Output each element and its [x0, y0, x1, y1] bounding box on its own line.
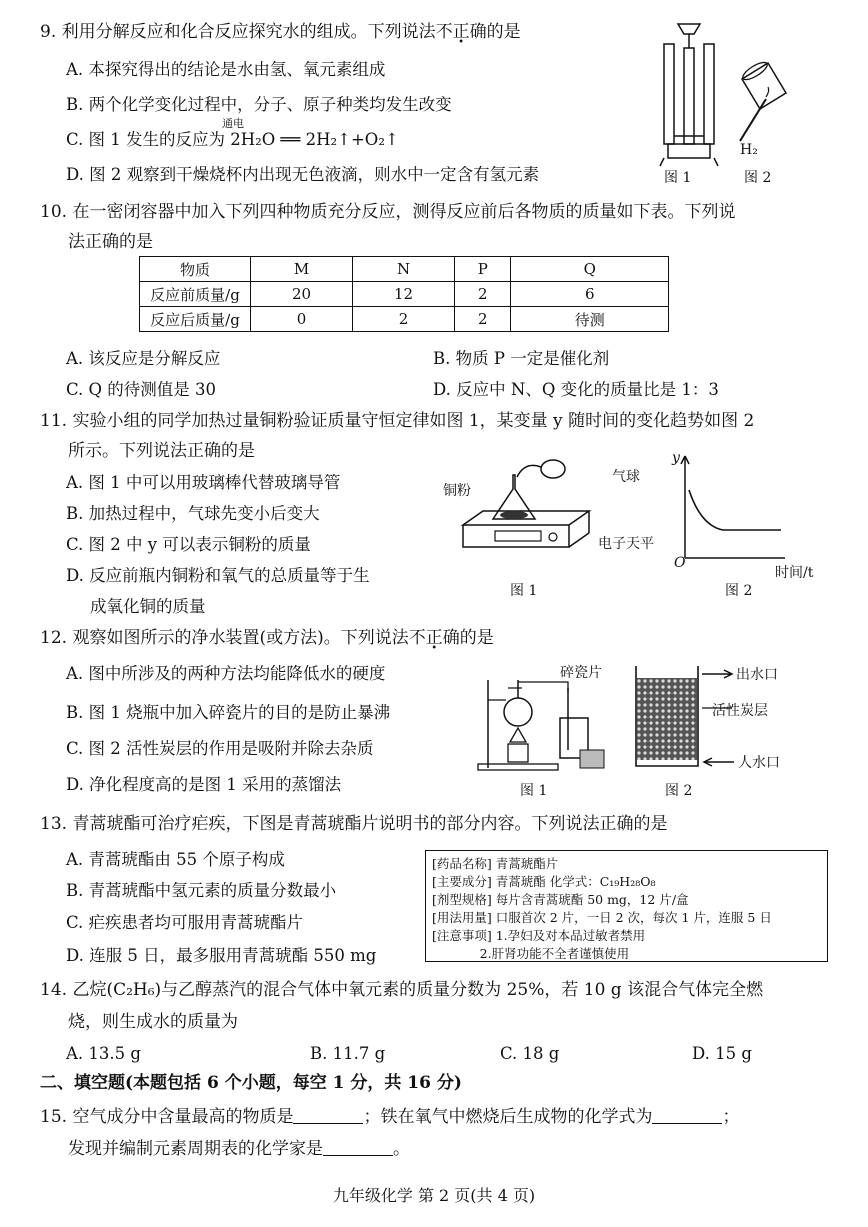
label-balloon: 气球 — [612, 469, 640, 485]
axis-y-label: y — [672, 450, 680, 466]
q9-option-d: D. 图 2 观察到干燥烧杯内出现无色液滴，则水中一定含有氢元素 — [66, 165, 540, 184]
table-row — [140, 282, 669, 307]
q11-stem-line2: 所示。下列说法正确的是 — [68, 441, 255, 461]
q13-stem: 13. 青蒿琥酯可治疗疟疾，下图是青蒿琥酯片说明书的部分内容。下列说法正确的是 — [40, 814, 668, 834]
answer-blank[interactable] — [323, 1137, 393, 1156]
q12-stem-text: 12. 观察如图所示的净水装置(或方法)。下列说法 — [40, 628, 409, 648]
q10-option-a: A. 该反应是分解反应 — [66, 349, 221, 368]
q13-option-a: A. 青蒿琥酯由 55 个原子构成 — [66, 850, 285, 869]
table-cell: 6 — [511, 282, 669, 307]
q9-option-c: C. 图 1 发生的反应为 2H₂O ══ 2H₂↑+O₂↑ — [66, 130, 399, 149]
page-footer: 九年级化学 第 2 页(共 4 页) — [332, 1186, 536, 1205]
q12-stem-end: 的是 — [459, 628, 494, 648]
instruction-line: [药品名称] 青蒿琥酯片 — [432, 856, 559, 871]
q11-option-b: B. 加热过程中，气球先变小后变大 — [66, 504, 320, 523]
q15-text: 发现并编制元素周期表的化学家是 — [68, 1139, 323, 1159]
q12-option-c: C. 图 2 活性炭层的作用是吸附并除去杂质 — [66, 739, 374, 758]
q15-text: 15. 空气成分中含量最高的物质是 — [40, 1107, 294, 1127]
q11-fig1-caption: 图 1 — [510, 583, 538, 599]
q13-option-b: B. 青蒿琥酯中氢元素的质量分数最小 — [66, 881, 337, 900]
table-cell: 2 — [455, 307, 511, 332]
answer-blank[interactable] — [652, 1105, 722, 1124]
q9-fig2-caption: 图 2 — [744, 170, 772, 186]
q11-fig2-caption: 图 2 — [725, 583, 753, 599]
table-cell: Q — [511, 257, 669, 282]
table-cell: 2 — [353, 307, 455, 332]
label-water-inlet: 人水口 — [738, 755, 780, 771]
instruction-line: [注意事项] 1.孕妇及对本品过敏者禁用 — [432, 928, 646, 943]
label-activated-carbon-layer: 活性炭层 — [712, 703, 768, 719]
q11-option-a: A. 图 1 中可以用玻璃棒代替玻璃导管 — [66, 473, 341, 492]
label-porcelain-chips: 碎瓷片 — [560, 665, 602, 681]
q13-option-c: C. 疟疾患者均可服用青蒿琥酯片 — [66, 913, 304, 932]
q9-emphasis: 不正确 — [435, 22, 487, 42]
table-cell: 待测 — [511, 307, 669, 332]
q9-fig1-caption: 图 1 — [664, 170, 692, 186]
q13-option-d: D. 连服 5 日，最多服用青蒿琥酯 550 mg — [66, 946, 377, 965]
hydrogen-combustion-figure — [730, 55, 800, 155]
q12-option-a: A. 图中所涉及的两种方法均能降低水的硬度 — [66, 664, 386, 683]
y-vs-time-curve — [675, 450, 795, 565]
table-row — [140, 307, 669, 332]
instruction-line: [主要成分] 青蒿琥酯 化学式：C₁₉H₂₈O₈ — [432, 874, 656, 889]
q9-option-a: A. 本探究得出的结论是水由氢、氧元素组成 — [66, 60, 386, 79]
q9-stem-text: 9. 利用分解反应和化合反应探究水的组成。下列说法 — [40, 22, 436, 42]
instruction-line: 2.肝肾功能不全者谨慎使用 — [432, 946, 630, 961]
q15-text: 。 — [393, 1139, 410, 1159]
q9-stem-end: 的是 — [486, 22, 521, 42]
q10-mass-table — [139, 256, 669, 332]
axis-origin-label: O — [674, 555, 686, 571]
q11-stem-line1: 11. 实验小组的同学加热过量铜粉验证质量守恒定律如图 1，某变量 y 随时间的变化趋势如图 2 — [40, 411, 755, 431]
table-cell: P — [455, 257, 511, 282]
q12-option-b: B. 图 1 烧瓶中加入碎瓷片的目的是防止暴沸 — [66, 703, 391, 722]
table-cell: N — [353, 257, 455, 282]
label-copper-powder: 铜粉 — [443, 483, 471, 499]
table-cell: 反应前质量/g — [140, 282, 251, 307]
q15-line2 — [68, 1137, 410, 1161]
instruction-line: [剂型规格] 每片含青蒿琥酯 50 mg，12 片/盒 — [432, 892, 689, 907]
label-water-outlet: 出水口 — [736, 667, 778, 683]
section-heading-fill-in: 二、填空题(本题包括 6 个小题，每空 1 分，共 16 分) — [40, 1073, 462, 1093]
q10-stem-line1: 10. 在一密闭容器中加入下列四种物质充分反应，测得反应前后各物质的质量如下表。下列说 — [40, 202, 736, 222]
axis-time-label: 时间/t — [775, 565, 814, 581]
q14-option-b: B. 11.7 g — [310, 1044, 386, 1063]
answer-blank[interactable] — [293, 1105, 363, 1124]
q14-option-d: D. 15 g — [692, 1044, 752, 1063]
q10-stem-line2: 法正确的是 — [68, 232, 153, 252]
q15-line1 — [40, 1105, 739, 1129]
q10-option-c: C. Q 的待测值是 30 — [66, 380, 217, 399]
q12-stem — [40, 626, 494, 650]
q15-text: ； — [722, 1107, 740, 1127]
q12-fig1-caption: 图 1 — [520, 783, 548, 799]
table-cell: 反应后质量/g — [140, 307, 251, 332]
balance-flask-figure — [455, 455, 595, 565]
q11-option-c: C. 图 2 中 y 可以表示铜粉的质量 — [66, 535, 311, 554]
q9-option-b: B. 两个化学变化过程中，分子、原子种类均发生改变 — [66, 95, 452, 114]
label-electronic-balance: 电子天平 — [598, 536, 654, 552]
instruction-line: [用法用量] 口服首次 2 片，一日 2 次，每次 1 片，连服 5 日 — [432, 910, 772, 925]
table-cell: 2 — [455, 282, 511, 307]
q10-option-b: B. 物质 P 一定是催化剂 — [433, 349, 610, 368]
q9-condition-label: 通电 — [222, 117, 244, 130]
table-cell: 20 — [251, 282, 353, 307]
table-cell: M — [251, 257, 353, 282]
q14-option-a: A. 13.5 g — [66, 1044, 141, 1063]
q10-option-d: D. 反应中 N、Q 变化的质量比是 1：3 — [433, 380, 719, 399]
q15-text: ；铁在氧气中燃烧后生成物的化学式为 — [363, 1107, 653, 1127]
q12-fig2-caption: 图 2 — [665, 783, 693, 799]
table-cell: 物质 — [140, 257, 251, 282]
q11-option-d: D. 反应前瓶内铜粉和氧气的总质量等于生 — [66, 566, 370, 585]
drug-instruction-box — [425, 850, 828, 962]
q12-emphasis: 不正确 — [408, 628, 460, 648]
electrolysis-apparatus-figure — [650, 18, 730, 168]
q9-stem — [40, 20, 521, 44]
q11-option-d-cont: 成氧化铜的质量 — [90, 597, 206, 616]
table-row — [140, 257, 669, 282]
q14-option-c: C. 18 g — [500, 1044, 560, 1063]
q12-option-d: D. 净化程度高的是图 1 采用的蒸馏法 — [66, 775, 342, 794]
table-cell: 0 — [251, 307, 353, 332]
table-cell: 12 — [353, 282, 455, 307]
q14-stem-line2: 烧，则生成水的质量为 — [68, 1012, 238, 1032]
q9-fig2-h2-label: H₂ — [740, 142, 758, 158]
q14-stem-line1: 14. 乙烷(C₂H₆)与乙醇蒸汽的混合气体中氧元素的质量分数为 25%，若 10 g 该混合气体完全燃 — [40, 980, 764, 1000]
